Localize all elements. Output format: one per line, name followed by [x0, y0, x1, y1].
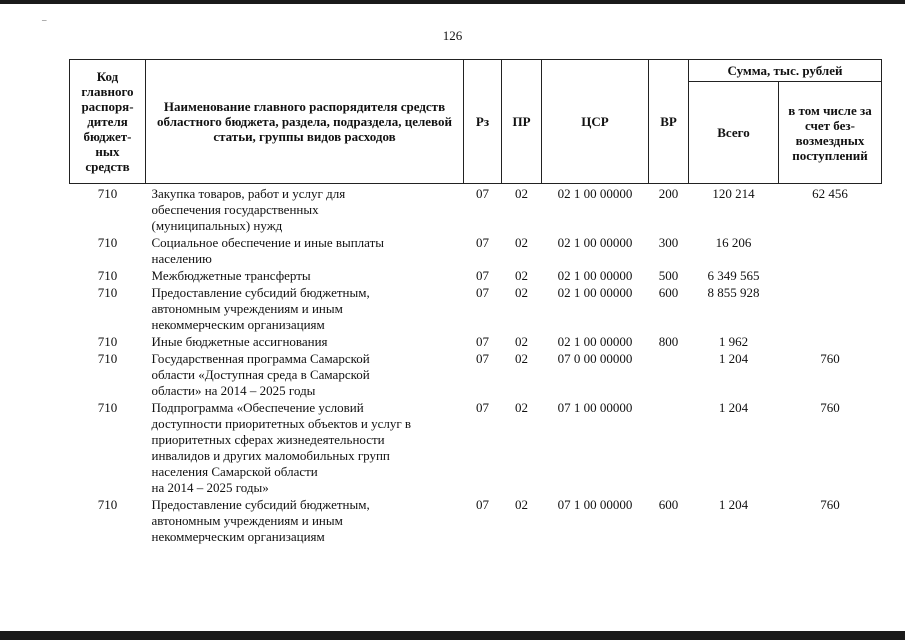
cell-kod: 710 — [97, 400, 118, 415]
cell-pr: 02 — [515, 351, 528, 366]
cell-vr: 200 — [658, 186, 679, 201]
cell-rz: 07 — [476, 235, 489, 250]
header-name: Наименование главного распорядителя средств областного бюджета, раздела, подраздела, целевой статьи, группы видов расходов — [146, 60, 464, 184]
table-row — [70, 334, 882, 351]
cell-csr: 07 1 00 00000 — [557, 497, 633, 512]
cell-csr: 02 1 00 00000 — [557, 268, 633, 283]
cell-pr: 02 — [515, 268, 528, 283]
cell-rz: 07 — [476, 268, 489, 283]
cell-csr: 07 0 00 00000 — [557, 351, 633, 366]
cell-vr: 500 — [658, 268, 679, 283]
cell-vr — [649, 351, 689, 400]
cell-name: Закупка товаров, работ и услуг для обеспечения государственных (муниципальных) нужд — [151, 186, 346, 233]
cell-kod: 710 — [97, 497, 118, 512]
cell-csr: 02 1 00 00000 — [557, 334, 633, 349]
cell-vtch: 760 — [820, 400, 840, 415]
cell-pr: 02 — [515, 285, 528, 300]
cell-name: Межбюджетные трансферты — [151, 268, 311, 283]
cell-pr: 02 — [515, 186, 528, 201]
page-number: 126 — [442, 28, 463, 43]
cell-vsego: 1 204 — [718, 400, 749, 415]
cell-rz: 07 — [476, 400, 489, 415]
table-row — [70, 497, 882, 546]
cell-vtch — [779, 285, 882, 334]
cell-vsego: 120 214 — [712, 186, 755, 201]
cell-kod: 710 — [97, 351, 118, 366]
cell-name: Государственная программа Самарской области «Доступная среда в Самарской области» на 2014 – 2025 годы — [151, 351, 370, 398]
cell-vtch: 760 — [820, 351, 840, 366]
cell-name: Предоставление субсидий бюджетным, автономным учреждениям и иным некоммерческим организациям — [151, 285, 370, 332]
cell-vsego: 1 204 — [718, 497, 749, 512]
cell-csr: 02 1 00 00000 — [557, 186, 633, 201]
cell-rz: 07 — [476, 351, 489, 366]
cell-vtch — [779, 334, 882, 351]
table-body — [70, 184, 882, 547]
header-csr: ЦСР — [542, 60, 649, 184]
cell-vsego: 1 962 — [718, 334, 749, 349]
table-row — [70, 285, 882, 334]
cell-kod: 710 — [97, 334, 118, 349]
scan-corner-mark: – — [42, 15, 47, 25]
header-vtch: в том числе за счет без-возмездных поступлений — [779, 82, 882, 184]
cell-vsego: 8 855 928 — [707, 285, 760, 300]
scan-top-border — [0, 0, 905, 4]
cell-vtch: 62 456 — [812, 186, 848, 201]
cell-name: Иные бюджетные ассигнования — [151, 334, 328, 349]
cell-pr: 02 — [515, 497, 528, 512]
table-row — [70, 400, 882, 497]
cell-csr: 02 1 00 00000 — [557, 285, 633, 300]
table-row — [70, 184, 882, 236]
table-header — [70, 60, 882, 184]
cell-vsego: 16 206 — [715, 235, 752, 250]
cell-vsego: 1 204 — [718, 351, 749, 366]
header-pr: ПР — [502, 60, 542, 184]
cell-rz: 07 — [476, 334, 489, 349]
header-kod: Код главного распоря-дителя бюджет-ных средств — [70, 60, 146, 184]
cell-rz: 07 — [476, 186, 489, 201]
table-row — [70, 235, 882, 268]
header-summa: Сумма, тыс. рублей — [689, 60, 882, 82]
cell-csr: 02 1 00 00000 — [557, 235, 633, 250]
cell-name: Социальное обеспечение и иные выплаты населению — [151, 235, 385, 266]
cell-rz: 07 — [476, 285, 489, 300]
table-row — [70, 351, 882, 400]
cell-vtch — [779, 235, 882, 268]
cell-vr: 600 — [658, 285, 679, 300]
cell-csr: 07 1 00 00000 — [557, 400, 633, 415]
cell-vr: 800 — [658, 334, 679, 349]
cell-name: Предоставление субсидий бюджетным, автономным учреждениям и иным некоммерческим организациям — [151, 497, 370, 544]
cell-kod: 710 — [97, 268, 118, 283]
cell-name: Подпрограмма «Обеспечение условий доступности приоритетных объектов и услуг в приоритетных сферах жизнедеятельности инвалидов и других маломобильных групп населения Самарской области на 2014 – 2025 годы» — [151, 400, 412, 495]
cell-vsego: 6 349 565 — [707, 268, 760, 283]
cell-kod: 710 — [97, 186, 118, 201]
cell-vtch: 760 — [820, 497, 840, 512]
scan-bottom-border — [0, 631, 905, 640]
header-vr: ВР — [649, 60, 689, 184]
table-row — [70, 268, 882, 285]
cell-pr: 02 — [515, 400, 528, 415]
cell-kod: 710 — [97, 285, 118, 300]
header-vsego: Всего — [689, 82, 779, 184]
cell-vr — [649, 400, 689, 497]
cell-pr: 02 — [515, 334, 528, 349]
header-rz: Рз — [464, 60, 502, 184]
cell-vr: 600 — [658, 497, 679, 512]
cell-vr: 300 — [658, 235, 679, 250]
cell-rz: 07 — [476, 497, 489, 512]
budget-table — [69, 59, 882, 546]
cell-kod: 710 — [97, 235, 118, 250]
cell-pr: 02 — [515, 235, 528, 250]
cell-vtch — [779, 268, 882, 285]
